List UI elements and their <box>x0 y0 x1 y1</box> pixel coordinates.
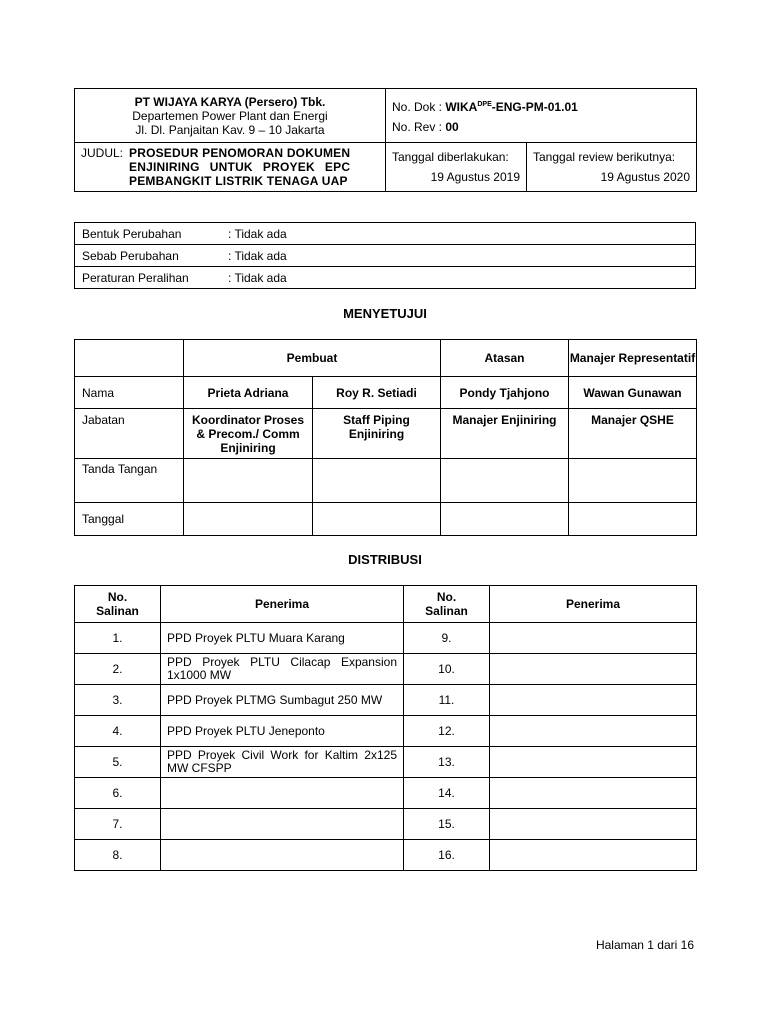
company-block <box>75 89 386 143</box>
copy-number: 2. <box>75 654 161 685</box>
row-label-nama: Nama <box>75 377 184 409</box>
company-name: PT WIJAYA KARYA (Persero) Tbk. <box>134 94 326 109</box>
signature-cell <box>184 459 313 503</box>
effective-date-cell <box>386 143 527 192</box>
revision-number: No. Rev : 00 <box>392 119 459 134</box>
review-date-label: Tanggal review berikutnya: <box>533 150 676 164</box>
copy-number: 9. <box>404 623 490 654</box>
department-name: Departemen Power Plant dan Energi <box>132 108 328 123</box>
change-info-table <box>74 222 696 289</box>
recipient <box>161 840 404 871</box>
table-row <box>75 685 697 716</box>
approval-heading: MENYETUJUI <box>343 306 427 321</box>
change-row: Peraturan Peralihan : Tidak ada <box>75 267 696 289</box>
effective-date: 19 Agustus 2019 <box>430 170 520 184</box>
copy-number: 5. <box>75 747 161 778</box>
col-manajer: Manajer Representatif <box>569 340 697 377</box>
review-date-cell <box>527 143 697 192</box>
copy-number: 6. <box>75 778 161 809</box>
review-date: 19 Agustus 2020 <box>600 170 691 184</box>
copy-number: 15. <box>404 809 490 840</box>
recipient: PPD Proyek Civil Work for Kaltim 2x125 MW CFSPP <box>161 747 404 778</box>
copy-number: 16. <box>404 840 490 871</box>
effective-date-label: Tanggal diberlakukan: <box>392 150 509 164</box>
distribution-heading: DISTRIBUSI <box>348 552 422 567</box>
recipient <box>490 840 697 871</box>
copy-number: 3. <box>75 685 161 716</box>
page-number: Halaman 1 dari 16 <box>595 938 694 952</box>
col-penerima: Penerima <box>490 586 697 623</box>
copy-number: 14. <box>404 778 490 809</box>
document-title-block <box>75 143 386 192</box>
table-row <box>75 623 697 654</box>
distribution-table <box>74 585 697 871</box>
company-address: Jl. Dl. Panjaitan Kav. 9 – 10 Jakarta <box>135 122 325 137</box>
table-row <box>75 747 697 778</box>
copy-number: 4. <box>75 716 161 747</box>
recipient <box>161 778 404 809</box>
approver-name: Pondy Tjahjono <box>441 377 569 409</box>
recipient <box>490 809 697 840</box>
date-cell <box>569 503 697 536</box>
table-row <box>75 654 697 685</box>
date-cell <box>441 503 569 536</box>
judul-label: JUDUL: <box>81 146 124 160</box>
col-penerima: Penerima <box>161 586 404 623</box>
col-pembuat: Pembuat <box>184 340 441 377</box>
approver-name: Roy R. Setiadi <box>313 377 441 409</box>
document-number: No. Dok : $WIKA^{DPE}-ENG-PM-01.01$ <box>392 99 578 114</box>
copy-number: 7. <box>75 809 161 840</box>
recipient: PPD Proyek PLTMG Sumbagut 250 MW <box>161 685 404 716</box>
col-no-salinan: No. Salinan <box>75 586 161 623</box>
row-label-jabatan: Jabatan <box>75 409 184 459</box>
recipient: PPD Proyek PLTU Muara Karang <box>161 623 404 654</box>
recipient <box>490 685 697 716</box>
copy-number: 11. <box>404 685 490 716</box>
table-row <box>75 716 697 747</box>
approver-position: Koordinator Proses & Precom./ Comm Enjiniring <box>184 409 313 459</box>
copy-number: 13. <box>404 747 490 778</box>
recipient <box>490 747 697 778</box>
copy-number: 1. <box>75 623 161 654</box>
recipient <box>161 809 404 840</box>
recipient <box>490 716 697 747</box>
row-label-tanggal: Tanggal <box>75 503 184 536</box>
recipient <box>490 623 697 654</box>
col-no-salinan: No. Salinan <box>404 586 490 623</box>
date-cell <box>313 503 441 536</box>
document-number-block <box>386 89 697 143</box>
approver-name: Prieta Adriana <box>184 377 313 409</box>
recipient: PPD Proyek PLTU Jeneponto <box>161 716 404 747</box>
signature-cell <box>569 459 697 503</box>
change-row: Bentuk Perubahan : Tidak ada <box>75 223 696 245</box>
recipient: PPD Proyek PLTU Cilacap Expansion 1x1000 MW <box>161 654 404 685</box>
table-row <box>75 840 697 871</box>
document-header-table <box>74 88 697 192</box>
col-atasan: Atasan <box>441 340 569 377</box>
table-row <box>75 778 697 809</box>
approver-position: Manajer QSHE <box>569 409 697 459</box>
document-title: PROSEDUR PENOMORAN DOKUMEN ENJINIRING UNTUK PROYEK EPC PEMBANGKIT LISTRIK TENAGA UAP <box>129 146 351 188</box>
approver-position: Manajer Enjiniring <box>441 409 569 459</box>
row-label-ttd: Tanda Tangan <box>75 459 184 503</box>
approver-name: Wawan Gunawan <box>569 377 697 409</box>
copy-number: 10. <box>404 654 490 685</box>
signature-cell <box>441 459 569 503</box>
recipient <box>490 654 697 685</box>
change-row: Sebab Perubahan : Tidak ada <box>75 245 696 267</box>
date-cell <box>184 503 313 536</box>
copy-number: 8. <box>75 840 161 871</box>
approver-position: Staff Piping Enjiniring <box>313 409 441 459</box>
approval-table <box>74 339 697 536</box>
signature-cell <box>313 459 441 503</box>
recipient <box>490 778 697 809</box>
table-row <box>75 809 697 840</box>
copy-number: 12. <box>404 716 490 747</box>
